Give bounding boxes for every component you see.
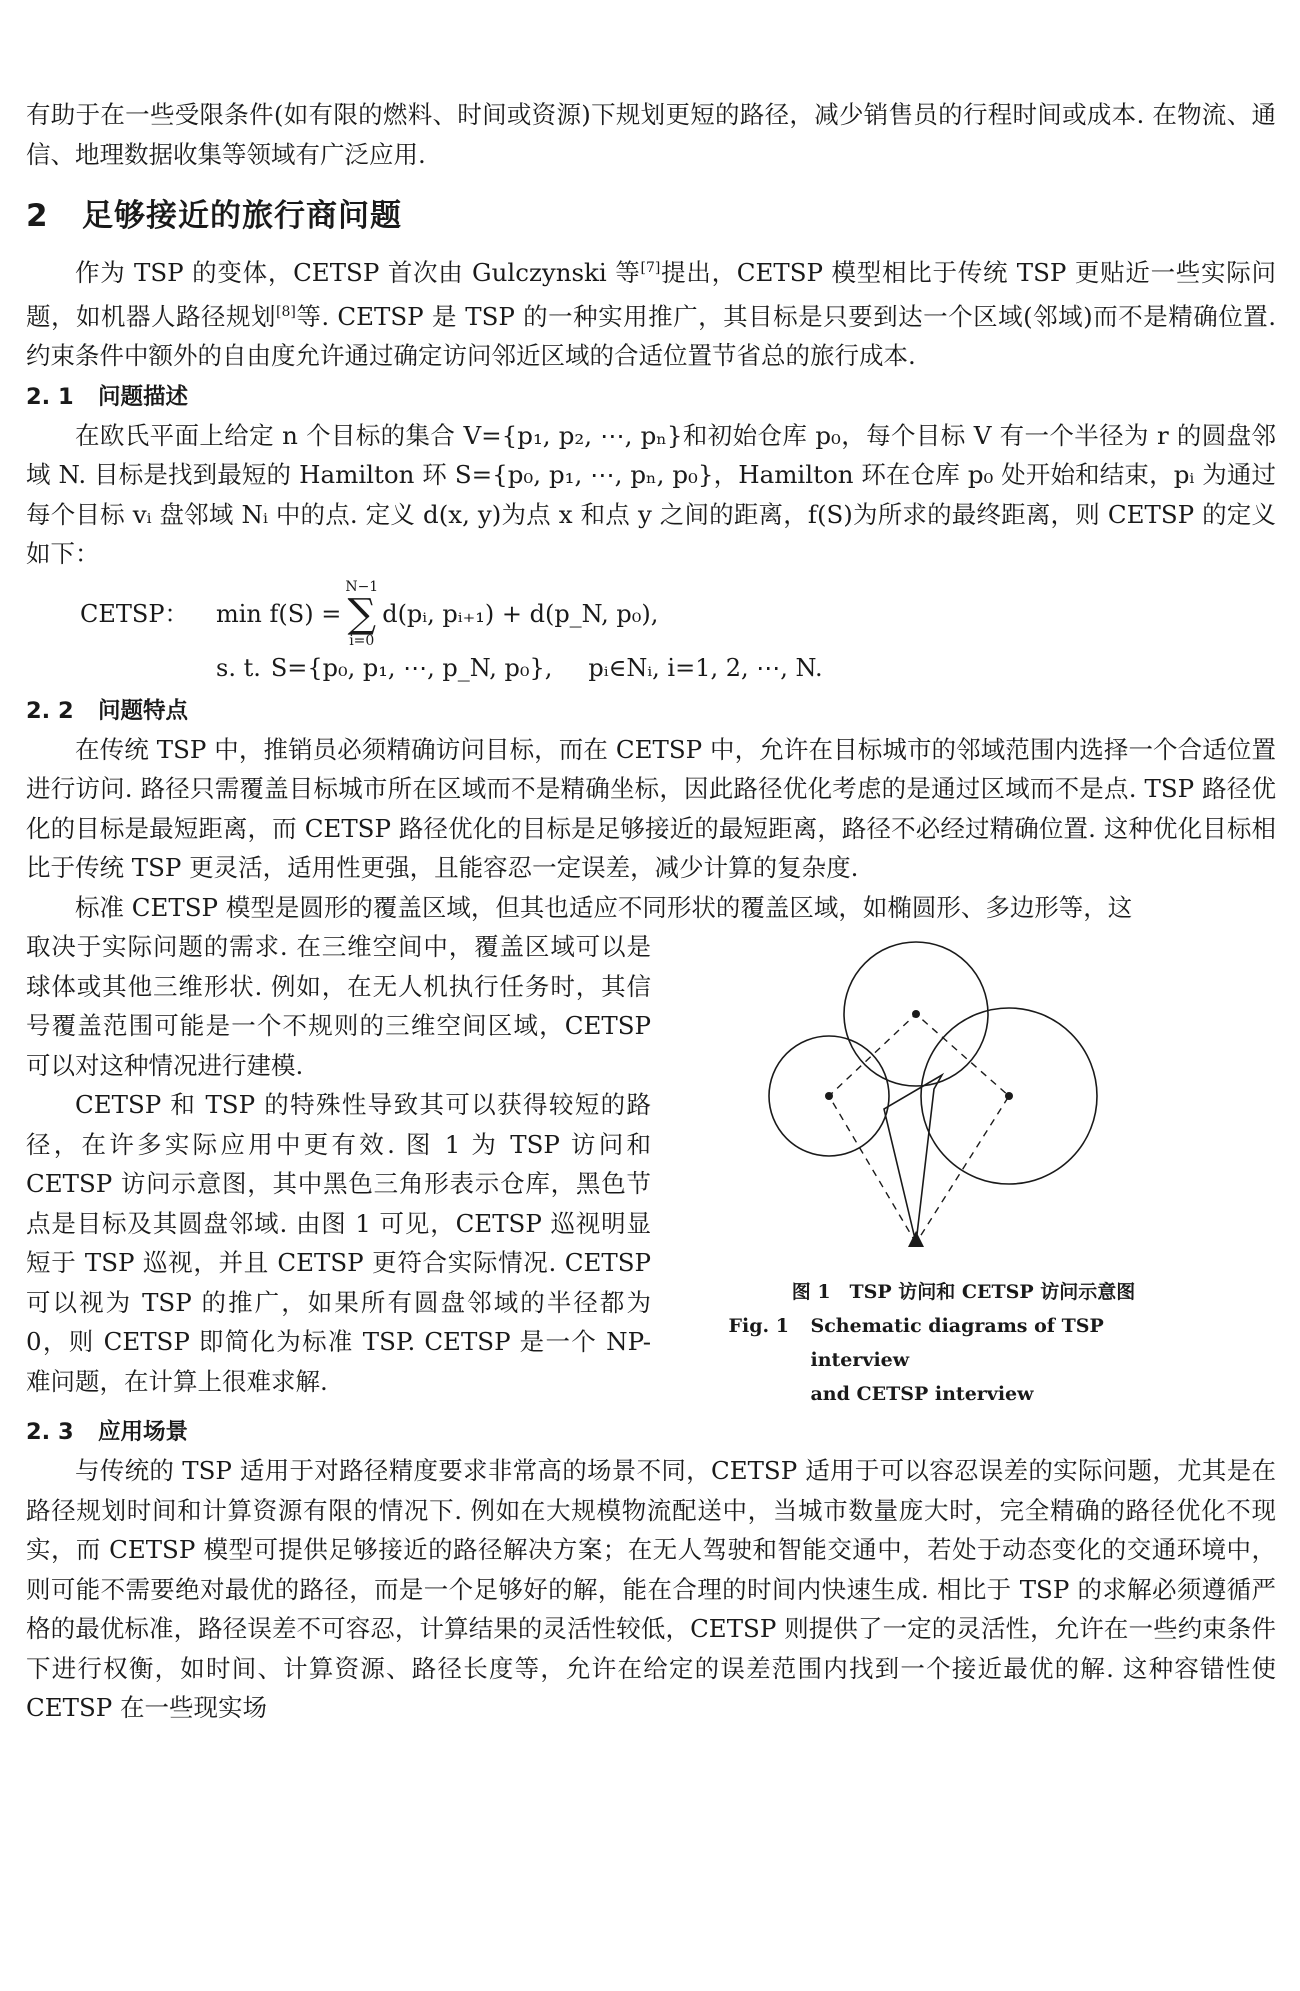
figure-1 bbox=[651, 927, 1276, 1411]
section-title: 足够接近的旅行商问题 bbox=[82, 198, 402, 234]
tsp-tour-path bbox=[829, 1014, 1009, 1243]
summation-operator bbox=[345, 580, 378, 648]
constraint-set: S={p₀, p₁, ⋯, p_N, p₀}, bbox=[270, 653, 553, 682]
section-number: 2 bbox=[26, 198, 49, 234]
formula-label: CETSP： bbox=[80, 599, 189, 628]
figure-caption bbox=[729, 1275, 1199, 1411]
cetsp-formula bbox=[26, 580, 1276, 688]
caption-english-line2: and CETSP interview bbox=[810, 1383, 1034, 1406]
sum-lower-limit: i=0 bbox=[349, 632, 375, 649]
sum-symbol: ∑ bbox=[347, 590, 377, 637]
subsection-number: 2. 1 bbox=[26, 383, 74, 410]
section-paragraph bbox=[26, 249, 1276, 376]
features-paragraph-2-rest: 取决于实际问题的需求. 在三维空间中，覆盖区域可以是球体或其他三维形状. 例如，在无人机执行任务时，其信号覆盖范围可能是一个不规则的三维空间区域，CETSP 可以对这种情况进行建模. bbox=[26, 932, 651, 1080]
text-run: 等. CETSP 是 TSP 的一种实用推广，其目标是只要到达一个区域(邻域)而不是精确位置. 约束条件中额外的自由度允许通过确定访问邻近区域的合适位置节省总的旅行成本. bbox=[26, 301, 1276, 371]
target-node bbox=[1005, 1092, 1013, 1100]
sum-upper-limit: N−1 bbox=[345, 578, 379, 595]
formula-objective-row bbox=[80, 580, 1276, 648]
intro-paragraph: 有助于在一些受限条件(如有限的燃料、时间或资源)下规划更短的路径，减少销售员的行程时间或成本. 在物流、通信、地理数据收集等领域有广泛应用. bbox=[26, 100, 1276, 169]
target-node bbox=[912, 1010, 920, 1018]
target-node bbox=[825, 1092, 833, 1100]
subsection-title: 问题描述 bbox=[98, 383, 189, 410]
caption-figure-label: Fig. 1 bbox=[728, 1315, 789, 1338]
features-paragraph-2-line1: 标准 CETSP 模型是圆形的覆盖区域，但其也适应不同形状的覆盖区域，如椭圆形、多边形等，这 bbox=[75, 892, 1133, 922]
wrapped-text-column bbox=[26, 927, 651, 1401]
caption-english bbox=[729, 1309, 1199, 1411]
subsection-title: 问题特点 bbox=[98, 697, 189, 724]
page-body bbox=[26, 95, 1276, 1728]
text-run: 作为 TSP 的变体，CETSP 首次由 Gulczynski 等 bbox=[75, 258, 641, 288]
text-figure-wrap bbox=[26, 927, 1276, 1411]
applications-paragraph: 与传统的 TSP 适用于对路径精度要求非常高的场景不同，CETSP 适用于可以容忍误差的实际问题，尤其是在路径规划时间和计算资源有限的情况下. 例如在大规模物流配送中，当城市数量庞大时，完全精确的路径优化不现实，而 CETSP 模型可提供足够接近的路径解决方案；在无人驾驶和智能交通中，若处于动态变化的交通环境中，则可能不需要绝对最优的路径，而是一个足够好的解，能在合理的时间内快速生成. 相比于 TSP 的求解必须遵循严格的最优标准，路径误差不可容忍，计算结果的灵活性较低，CETSP 则提供了一定的灵活性，允许在一些约束条件下进行权衡，如时间、计算资源、路径长度等，允许在给定的误差范围内找到一个接近最优的解. 这种容错性使 CETSP 在一些现实场 bbox=[26, 1456, 1276, 1723]
formula-objective-lhs: min f(S) = bbox=[216, 599, 342, 628]
constraint-label: s. t. bbox=[216, 653, 261, 682]
features-paragraph: 在传统 TSP 中，推销员必须精确访问目标，而在 CETSP 中，允许在目标城市的邻域范围内选择一个合适位置进行访问. 路径只需覆盖目标城市所在区域而不是精确坐标，因此路径优化考虑的是通过区域而不是点. TSP 路径优化的目标是最短距离，而 CETSP 路径优化的目标是足够接近的最短距离，路径不必经过精确位置. 这种优化目标相比于传统 TSP 更灵活，适用性更强，且能容忍一定误差，减少计算的复杂度. bbox=[26, 734, 1276, 883]
formula-constraint-row bbox=[80, 648, 1276, 688]
subsection-number: 2. 3 bbox=[26, 1419, 74, 1446]
subsection-number: 2. 2 bbox=[26, 697, 74, 724]
text-run: 提出，CETSP 模型相比于传统 TSP 更贴近一些实际问题，如机器人路径规划 bbox=[26, 258, 1277, 331]
section-heading bbox=[26, 190, 1276, 235]
problem-description-paragraph: 在欧氏平面上给定 n 个目标的集合 V={p₁, p₂, ⋯, pₙ}和初始仓库 p₀，每个目标 V 有一个半径为 r 的圆盘邻域 N. 目标是找到最短的 Hamilton 环 S={p₀, p₁, ⋯, pₙ, p₀}，Hamilton 环在仓库 p₀ 处开始和结束，pᵢ 为通过每个目标 vᵢ 盘邻域 Nᵢ 中的点. 定义 d(x, y)为点 x 和点 y 之间的距离，f(S)为所求的最终距离，则 CETSP 的定义如下： bbox=[26, 420, 1276, 569]
tsp-cetsp-diagram bbox=[754, 939, 1174, 1269]
constraint-condition: pᵢ∈Nᵢ, i=1, 2, ⋯, N. bbox=[588, 653, 823, 682]
features-paragraph-3: CETSP 和 TSP 的特殊性导致其可以获得较短的路径，在许多实际应用中更有效. 图 1 为 TSP 访问和 CETSP 访问示意图，其中黑色三角形表示仓库，黑色节点是目标及其圆盘邻域. 由图 1 可见，CETSP 巡视明显短于 TSP 巡视，并且 CETSP 更符合实际情况. CETSP 可以视为 TSP 的推广，如果所有圆盘邻域的半径都为 0，则 CETSP 即简化为标准 TSP. CETSP 是一个 NP-难问题，在计算上很难求解. bbox=[26, 1090, 651, 1396]
subsection-title: 应用场景 bbox=[98, 1419, 189, 1446]
formula-objective-rhs: d(pᵢ, pᵢ₊₁) + d(p_N, p₀), bbox=[382, 599, 659, 628]
subsection-heading bbox=[26, 1413, 1276, 1451]
cetsp-tour-path bbox=[884, 1075, 942, 1243]
caption-chinese: 图 1 TSP 访问和 CETSP 访问示意图 bbox=[791, 1281, 1136, 1304]
caption-english-line1: Schematic diagrams of TSP interview bbox=[810, 1315, 1104, 1372]
subsection-heading bbox=[26, 692, 1276, 730]
citation: [7] bbox=[640, 260, 661, 276]
citation: [8] bbox=[276, 303, 296, 320]
subsection-heading bbox=[26, 378, 1276, 416]
